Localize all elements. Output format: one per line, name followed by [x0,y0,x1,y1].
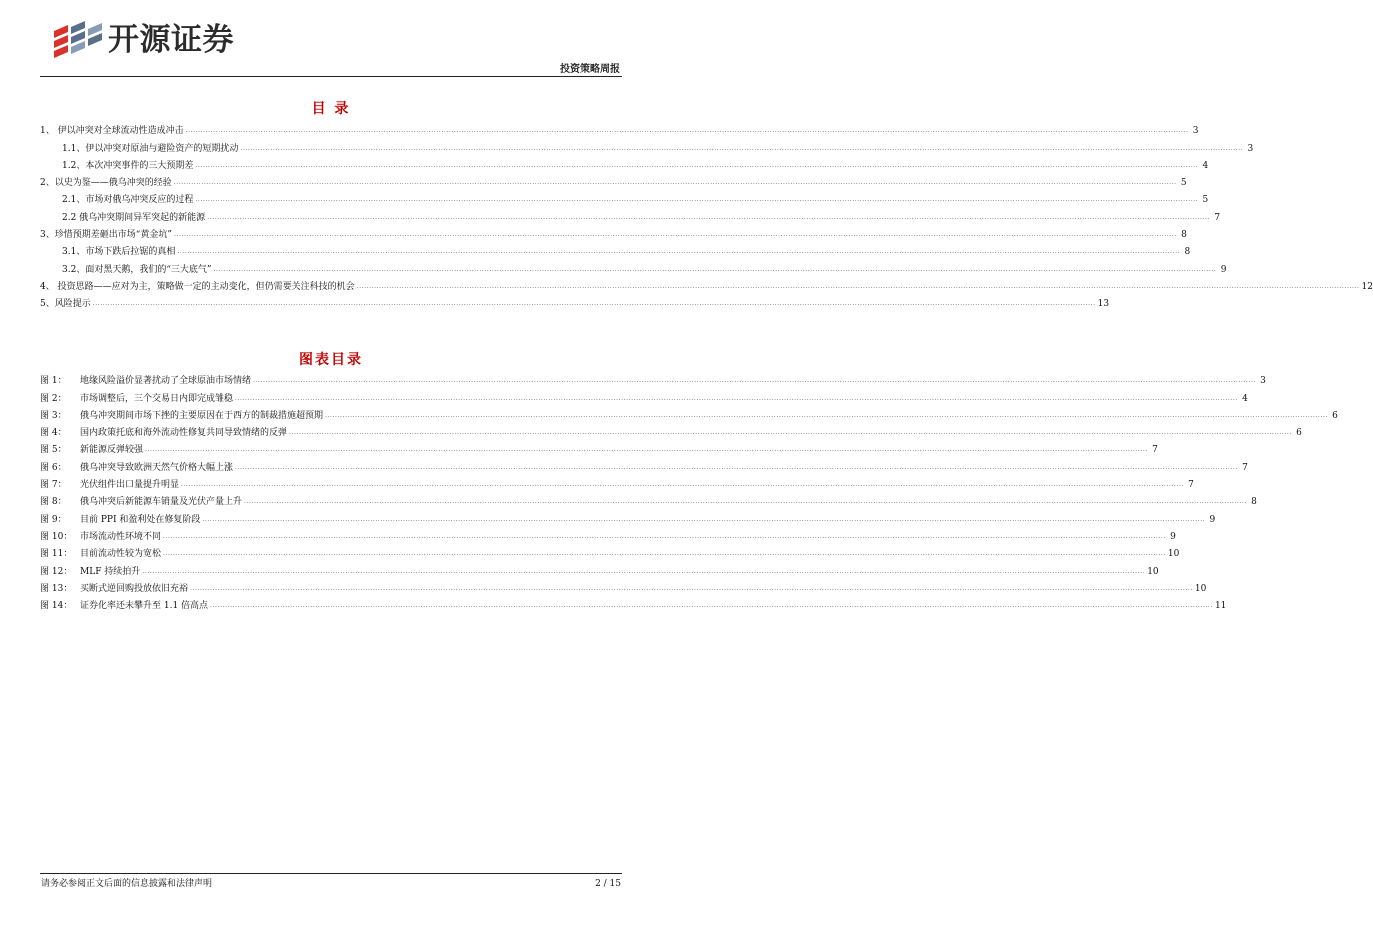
kaiyuan-logo-icon [52,19,104,59]
page-number: 10 [1167,549,1180,560]
toc-entry[interactable] [40,189,1209,206]
page-number: 4 [1242,393,1248,404]
dot-leader: ................................................................................................................................................................................................................................................................................................................................................................................................................ [142,567,1146,575]
dot-leader: ................................................................................................................................................................................................................................................................................................................................................................................................................ [177,248,1181,256]
toc-entry[interactable] [40,241,1191,258]
figure-label-group [40,393,235,405]
figure-label-group [40,444,145,456]
figure-label: 市场流动性环境不同 [80,531,162,542]
figure-label: 地缘风险溢价显著扰动了全球原油市场情绪 [80,376,252,387]
dot-leader: ................................................................................................................................................................................................................................................................................................................................................................................................................ [163,550,1166,558]
brand-name: 开源证券 [108,22,234,58]
figure-label-group [40,410,325,422]
toc-entry[interactable] [40,224,1187,241]
figure-label: 光伏组件出口量提升明显 [80,480,180,491]
report-type-label: 投资策略周报 [560,64,620,75]
figure-label-group [40,427,289,439]
figure-entry[interactable] [40,526,1176,543]
figure-entry[interactable] [40,422,1302,439]
toc-entry-label: 2.1、市场对俄乌冲突反应的过程 [62,195,194,206]
dot-leader: ................................................................................................................................................................................................................................................................................................................................................................................................................ [244,498,1247,506]
figure-number: 图 4： [40,428,67,439]
figure-number: 图 14： [40,601,73,612]
figure-label-group [40,531,163,543]
page-number: 6 [1296,428,1302,439]
figure-label-group [40,462,235,474]
footer-disclaimer: 请务必参阅正文后面的信息披露和法律声明 [41,879,213,889]
page-number: 4 [1202,160,1209,171]
toc-entry-label: 3.2、面对黑天鹅，我们的“三大底气” [62,264,212,275]
page-number: 13 [1097,299,1110,310]
dot-leader: ................................................................................................................................................................................................................................................................................................................................................................................................................ [213,265,1217,273]
figure-label: 俄乌冲突后新能源车销量及光伏产量上升 [80,497,243,508]
toc-entry-label: 3、珍惜预期差砸出市场“黄金坑” [40,230,172,241]
figure-number: 图 5： [40,445,67,456]
dot-leader: ................................................................................................................................................................................................................................................................................................................................................................................................................ [92,300,1096,308]
toc-entry[interactable] [40,120,1199,137]
page-number: 10 [1147,566,1159,577]
dot-leader: ................................................................................................................................................................................................................................................................................................................................................................................................................ [181,481,1184,489]
dot-leader: ................................................................................................................................................................................................................................................................................................................................................................................................................ [173,231,1177,239]
figure-label-group [40,583,190,595]
dot-leader: ................................................................................................................................................................................................................................................................................................................................................................................................................ [240,144,1244,152]
figure-label: 证券化率还未攀升至 1.1 倍高点 [80,601,209,612]
toc-title: 目 录 [311,101,351,117]
figure-label-group [40,479,181,491]
page-number: 12 [1361,281,1373,292]
dot-leader: ................................................................................................................................................................................................................................................................................................................................................................................................................ [235,394,1238,402]
figures-list [40,370,1338,612]
dot-leader: ................................................................................................................................................................................................................................................................................................................................................................................................................ [253,377,1256,385]
page-number: 7 [1188,480,1194,491]
page-number: 7 [1152,445,1158,456]
page-number: 7 [1214,212,1221,223]
figure-number: 图 10： [40,531,73,542]
figure-number: 图 8： [40,497,67,508]
figure-entry[interactable] [40,508,1216,525]
dot-leader: ................................................................................................................................................................................................................................................................................................................................................................................................................ [173,179,1177,187]
page-number: 10 [1194,583,1207,594]
dot-leader: ................................................................................................................................................................................................................................................................................................................................................................................................................ [235,463,1238,471]
toc-entry[interactable] [40,276,1373,293]
dot-leader: ................................................................................................................................................................................................................................................................................................................................................................................................................ [325,411,1328,419]
figure-number: 图 7： [40,480,67,491]
dot-leader: ................................................................................................................................................................................................................................................................................................................................................................................................................ [356,282,1360,290]
dot-leader: ................................................................................................................................................................................................................................................................................................................................................................................................................ [185,127,1189,135]
figure-number: 图 2： [40,393,67,404]
toc-entry-label: 1.2、本次冲突事件的三大预期差 [62,160,194,171]
figure-entry[interactable] [40,474,1194,491]
toc-entry-label: 2、以史为鉴——俄乌冲突的经验 [40,178,172,189]
figure-number: 图 12： [40,566,73,577]
figures-title: 图表目录 [299,352,363,368]
figure-label: 市场调整后，三个交易日内即完成雏稳 [80,393,234,404]
figure-number: 图 6： [40,462,67,473]
toc-entry-label: 2.2 俄乌冲突期间异军突起的新能源 [62,212,206,223]
dot-leader: ................................................................................................................................................................................................................................................................................................................................................................................................................ [207,213,1211,221]
dot-leader: ................................................................................................................................................................................................................................................................................................................................................................................................................ [145,446,1148,454]
figure-entry[interactable] [40,491,1257,508]
page-header [0,0,662,80]
figure-label-group [40,514,202,526]
page-number: 9 [1170,531,1176,542]
figure-label: 俄乌冲突期间市场下挫的主要原因在于西方的制裁措施超预期 [80,410,324,421]
figure-number: 图 1： [40,376,67,387]
page-number: 8 [1184,247,1191,258]
page-number: 7 [1242,462,1248,473]
page-number: 5 [1180,178,1187,189]
toc-entry[interactable] [40,258,1227,275]
figure-label: 买断式逆回购投放依旧充裕 [80,583,189,594]
figure-entry[interactable] [40,543,1180,560]
figure-number: 图 11： [40,549,73,560]
figure-entry[interactable] [40,387,1248,404]
figure-label: 新能源反弹较强 [80,445,144,456]
page-number: 11 [1214,601,1227,612]
dot-leader: ................................................................................................................................................................................................................................................................................................................................................................................................................ [289,429,1292,437]
toc-entry[interactable] [40,206,1221,223]
dot-leader: ................................................................................................................................................................................................................................................................................................................................................................................................................ [202,515,1206,523]
figure-label-group [40,600,210,612]
figure-label: 俄乌冲突导致欧洲天然气价格大幅上涨 [80,462,234,473]
header-divider [40,76,622,77]
page-number: 3 [1192,126,1199,137]
figure-entry[interactable] [40,560,1159,577]
figure-entry[interactable] [40,456,1248,473]
dot-leader: ................................................................................................................................................................................................................................................................................................................................................................................................................ [195,161,1199,169]
figure-entry[interactable] [40,439,1158,456]
page-number: 6 [1332,410,1338,421]
dot-leader: ................................................................................................................................................................................................................................................................................................................................................................................................................ [195,196,1199,204]
figure-number: 图 9： [40,514,67,525]
toc-entry-label: 3.1、市场下跌后拉锯的真相 [62,247,176,258]
figure-label-group [40,496,244,508]
toc-entry-label: 5、风险提示 [40,299,91,310]
page-indicator: 2 / 15 [595,879,621,889]
toc-entry[interactable] [40,137,1254,154]
figure-number: 图 13： [40,583,73,594]
figure-label: 目前流动性较为宽松 [80,549,162,560]
toc-entry[interactable] [40,172,1187,189]
toc-list [40,120,1373,310]
page-number: 8 [1181,230,1187,241]
page-number: 9 [1209,514,1216,525]
page-number: 3 [1247,143,1254,154]
dot-leader: ................................................................................................................................................................................................................................................................................................................................................................................................................ [190,584,1193,592]
figure-label: 国内政策托底和海外流动性修复共同导致情绪的反弹 [80,428,288,439]
figure-number: 图 3： [40,410,67,421]
figure-entry[interactable] [40,370,1266,387]
page-number: 9 [1220,264,1227,275]
figure-label-group [40,548,163,560]
figure-label-group [40,375,253,387]
figure-entry[interactable] [40,578,1207,595]
footer-divider [40,873,622,874]
figure-label: MLF 持续拍升 [80,566,141,577]
toc-entry-label: 4、 投资思路——应对为主，策略做一定的主动变化，但仍需要关注科技的机会 [40,281,355,292]
toc-entry[interactable] [40,293,1110,310]
page-number: 8 [1251,497,1257,508]
figure-label: 目前 PPI 和盈利处在修复阶段 [80,514,201,525]
figure-label-group [40,566,142,578]
toc-entry[interactable] [40,155,1209,172]
dot-leader: ................................................................................................................................................................................................................................................................................................................................................................................................................ [210,602,1213,610]
figure-entry[interactable] [40,405,1338,422]
page-number: 5 [1202,195,1209,206]
dot-leader: ................................................................................................................................................................................................................................................................................................................................................................................................................ [163,532,1166,540]
page-number: 3 [1260,376,1266,387]
toc-entry-label: 1、 伊以冲突对全球流动性造成冲击 [40,126,184,137]
toc-entry-label: 1.1、伊以冲突对原油与避险资产的短期扰动 [62,143,239,154]
figure-entry[interactable] [40,595,1227,612]
